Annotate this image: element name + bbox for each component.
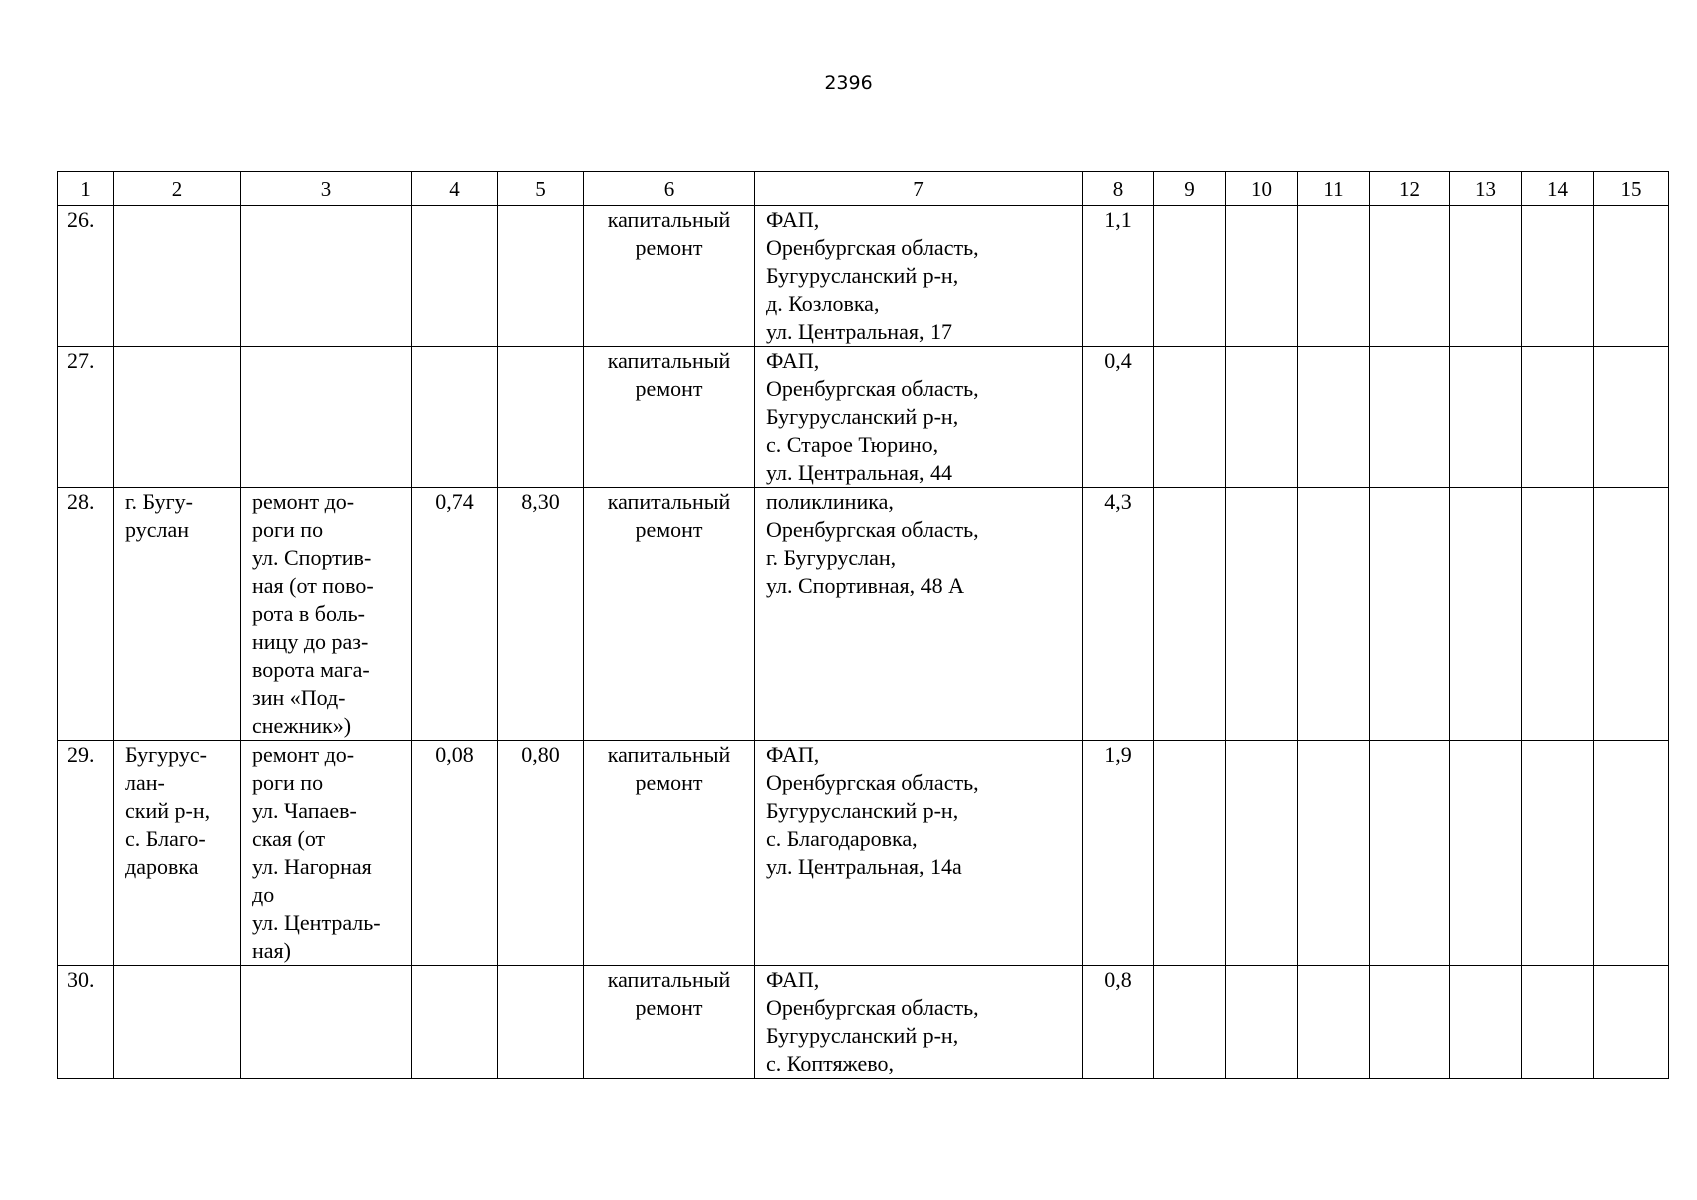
empty-cell <box>1154 966 1226 1079</box>
column-header: 3 <box>241 172 412 206</box>
empty-cell <box>1226 206 1298 347</box>
column-header: 15 <box>1594 172 1669 206</box>
column-header: 13 <box>1450 172 1522 206</box>
column-header: 1 <box>58 172 114 206</box>
empty-cell <box>1370 488 1450 741</box>
empty-cell <box>1298 206 1370 347</box>
row-number: 26. <box>58 206 114 347</box>
cost-cell: 8,30 <box>498 488 584 741</box>
locality-cell <box>114 966 241 1079</box>
column-header: 10 <box>1226 172 1298 206</box>
facility-cell: поликлиника, Оренбургская область, г. Бугуруслан, ул. Спортивная, 48 А <box>755 488 1083 741</box>
column-header: 11 <box>1298 172 1370 206</box>
empty-cell <box>1594 741 1669 966</box>
row-number: 27. <box>58 347 114 488</box>
work-type-cell: капитальный ремонт <box>584 347 755 488</box>
road-work-cell <box>241 206 412 347</box>
road-work-cell <box>241 966 412 1079</box>
empty-cell <box>1522 206 1594 347</box>
locality-cell <box>114 206 241 347</box>
table-row <box>58 347 1669 488</box>
locality-cell <box>114 347 241 488</box>
empty-cell <box>1522 347 1594 488</box>
road-work-cell: ремонт до- роги по ул. Чапаев- ская (от ул. Нагорная до ул. Централь- ная) <box>241 741 412 966</box>
road-work-cell <box>241 347 412 488</box>
empty-cell <box>1594 966 1669 1079</box>
column-header: 8 <box>1083 172 1154 206</box>
empty-cell <box>1370 741 1450 966</box>
data-table <box>57 171 1669 1079</box>
cost-cell <box>498 206 584 347</box>
value-cell: 1,9 <box>1083 741 1154 966</box>
work-type-cell: капитальный ремонт <box>584 206 755 347</box>
empty-cell <box>1298 488 1370 741</box>
page-number: 2396 <box>824 72 873 94</box>
length-cell: 0,74 <box>412 488 498 741</box>
column-header: 5 <box>498 172 584 206</box>
empty-cell <box>1226 488 1298 741</box>
table-row <box>58 741 1669 966</box>
length-cell: 0,08 <box>412 741 498 966</box>
empty-cell <box>1450 966 1522 1079</box>
work-type-cell: капитальный ремонт <box>584 741 755 966</box>
cost-cell <box>498 966 584 1079</box>
empty-cell <box>1450 347 1522 488</box>
value-cell: 0,4 <box>1083 347 1154 488</box>
value-cell: 4,3 <box>1083 488 1154 741</box>
table-row <box>58 966 1669 1079</box>
work-type-cell: капитальный ремонт <box>584 488 755 741</box>
locality-cell: г. Бугу- руслан <box>114 488 241 741</box>
facility-cell: ФАП, Оренбургская область, Бугурусланский р-н, с. Старое Тюрино, ул. Центральная, 44 <box>755 347 1083 488</box>
table-row <box>58 488 1669 741</box>
empty-cell <box>1594 488 1669 741</box>
column-header: 2 <box>114 172 241 206</box>
length-cell <box>412 966 498 1079</box>
column-header: 6 <box>584 172 755 206</box>
column-header: 12 <box>1370 172 1450 206</box>
empty-cell <box>1298 741 1370 966</box>
empty-cell <box>1154 741 1226 966</box>
row-number: 28. <box>58 488 114 741</box>
column-header: 4 <box>412 172 498 206</box>
road-work-cell: ремонт до- роги по ул. Спортив- ная (от пово- рота в боль- ницу до раз- ворота мага- зин «Под- снежник») <box>241 488 412 741</box>
empty-cell <box>1298 347 1370 488</box>
empty-cell <box>1226 966 1298 1079</box>
value-cell: 1,1 <box>1083 206 1154 347</box>
empty-cell <box>1522 741 1594 966</box>
empty-cell <box>1226 347 1298 488</box>
empty-cell <box>1522 488 1594 741</box>
empty-cell <box>1450 741 1522 966</box>
facility-cell: ФАП, Оренбургская область, Бугурусланский р-н, д. Козловка, ул. Центральная, 17 <box>755 206 1083 347</box>
facility-cell: ФАП, Оренбургская область, Бугурусланский р-н, с. Коптяжево, <box>755 966 1083 1079</box>
empty-cell <box>1154 488 1226 741</box>
table-row <box>58 206 1669 347</box>
empty-cell <box>1522 966 1594 1079</box>
empty-cell <box>1298 966 1370 1079</box>
empty-cell <box>1154 206 1226 347</box>
column-header: 7 <box>755 172 1083 206</box>
locality-cell: Бугурус- лан- ский р-н, с. Благо- даровка <box>114 741 241 966</box>
empty-cell <box>1450 488 1522 741</box>
empty-cell <box>1370 206 1450 347</box>
value-cell: 0,8 <box>1083 966 1154 1079</box>
empty-cell <box>1450 206 1522 347</box>
empty-cell <box>1594 206 1669 347</box>
length-cell <box>412 206 498 347</box>
cost-cell: 0,80 <box>498 741 584 966</box>
work-type-cell: капитальный ремонт <box>584 966 755 1079</box>
column-header: 9 <box>1154 172 1226 206</box>
row-number: 30. <box>58 966 114 1079</box>
column-header: 14 <box>1522 172 1594 206</box>
empty-cell <box>1594 347 1669 488</box>
empty-cell <box>1370 347 1450 488</box>
empty-cell <box>1226 741 1298 966</box>
header-row <box>58 172 1669 206</box>
empty-cell <box>1154 347 1226 488</box>
length-cell <box>412 347 498 488</box>
row-number: 29. <box>58 741 114 966</box>
facility-cell: ФАП, Оренбургская область, Бугурусланский р-н, с. Благодаровка, ул. Центральная, 14а <box>755 741 1083 966</box>
cost-cell <box>498 347 584 488</box>
empty-cell <box>1370 966 1450 1079</box>
